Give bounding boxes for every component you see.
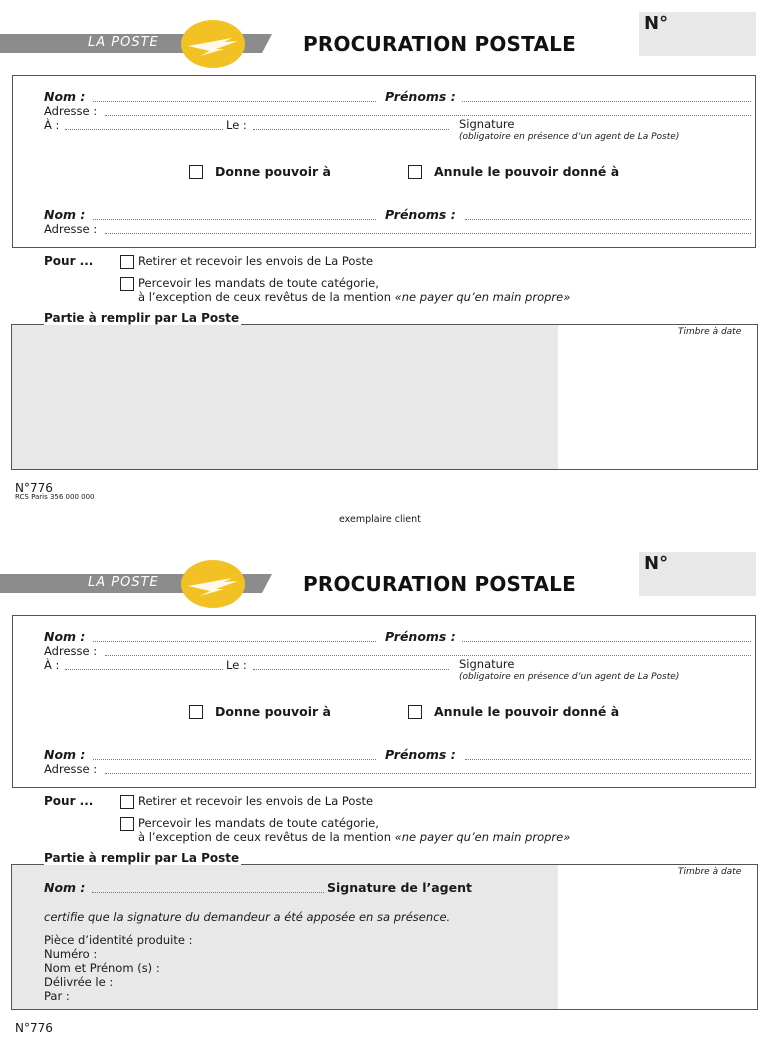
post-section-title: Partie à remplir par La Poste bbox=[44, 851, 240, 865]
post-office-panel bbox=[11, 864, 758, 1010]
applicant-nom-label: Nom : bbox=[44, 629, 86, 644]
percevoir-label-line2 bbox=[138, 290, 570, 304]
procuration-form-client bbox=[0, 0, 768, 525]
applicant-a-label: À : bbox=[44, 118, 60, 132]
percevoir-text: à l’exception de ceux revêtus de la mention bbox=[138, 290, 395, 304]
mandatary-adresse-field[interactable] bbox=[105, 233, 751, 234]
donne-pouvoir-label: Donne pouvoir à bbox=[215, 164, 331, 179]
mandatary-prenoms-field[interactable] bbox=[465, 219, 751, 220]
retirer-label: Retirer et recevoir les envois de La Poste bbox=[138, 254, 374, 268]
la-poste-bird-logo-icon bbox=[180, 19, 246, 69]
post-section-title: Partie à remplir par La Poste bbox=[44, 311, 240, 325]
percevoir-label-line1: Percevoir les mandats de toute catégorie, bbox=[138, 276, 379, 290]
annule-pouvoir-label: Annule le pouvoir donné à bbox=[434, 164, 620, 179]
applicant-le-label: Le : bbox=[226, 658, 247, 672]
brand-name: LA POSTE bbox=[88, 35, 159, 50]
signature-label: Signature bbox=[459, 117, 515, 131]
signature-note: (obligatoire en présence d’un agent de La Poste) bbox=[459, 132, 680, 142]
applicant-nom-field[interactable] bbox=[93, 101, 376, 102]
agent-nom-field[interactable] bbox=[92, 892, 324, 893]
agent-nom-label: Nom : bbox=[44, 880, 86, 895]
percevoir-text: à l’exception de ceux revêtus de la mention bbox=[138, 830, 395, 844]
applicant-le-label: Le : bbox=[226, 118, 247, 132]
applicant-prenoms-label: Prénoms : bbox=[385, 89, 456, 104]
applicant-a-label: À : bbox=[44, 658, 60, 672]
applicant-adresse-field[interactable] bbox=[105, 115, 751, 116]
applicant-box bbox=[12, 615, 756, 788]
applicant-nom-label: Nom : bbox=[44, 89, 86, 104]
signature-note: (obligatoire en présence d’un agent de La Poste) bbox=[459, 672, 680, 682]
mandatary-nom-field[interactable] bbox=[93, 759, 376, 760]
applicant-prenoms-label: Prénoms : bbox=[385, 629, 456, 644]
mandatary-prenoms-field[interactable] bbox=[465, 759, 751, 760]
retirer-checkbox[interactable] bbox=[120, 795, 134, 809]
donne-pouvoir-checkbox[interactable] bbox=[189, 705, 203, 719]
pour-label: Pour ... bbox=[44, 794, 94, 808]
mandatary-nom-label: Nom : bbox=[44, 207, 86, 222]
applicant-adresse-label: Adresse : bbox=[44, 644, 98, 658]
timbre-label: Timbre à date bbox=[678, 327, 742, 337]
applicant-le-field[interactable] bbox=[253, 129, 449, 130]
mandatary-prenoms-label: Prénoms : bbox=[385, 207, 456, 222]
agent-signature-label: Signature de l’agent bbox=[327, 880, 472, 895]
mandatary-nom-label: Nom : bbox=[44, 747, 86, 762]
form-number-label: N° bbox=[644, 13, 669, 34]
pour-label: Pour ... bbox=[44, 254, 94, 268]
piece-identite-label: Pièce d’identité produite : bbox=[44, 933, 193, 947]
applicant-prenoms-field[interactable] bbox=[462, 641, 751, 642]
signature-label: Signature bbox=[459, 657, 515, 671]
donne-pouvoir-label: Donne pouvoir à bbox=[215, 704, 331, 719]
mandatary-adresse-label: Adresse : bbox=[44, 222, 98, 236]
percevoir-checkbox[interactable] bbox=[120, 817, 134, 831]
applicant-adresse-label: Adresse : bbox=[44, 104, 98, 118]
timbre-label: Timbre à date bbox=[678, 867, 742, 877]
percevoir-checkbox[interactable] bbox=[120, 277, 134, 291]
certifie-text: certifie que la signature du demandeur a été apposée en sa présence. bbox=[44, 910, 451, 924]
applicant-adresse-field[interactable] bbox=[105, 655, 751, 656]
mandatary-adresse-label: Adresse : bbox=[44, 762, 98, 776]
applicant-box bbox=[12, 75, 756, 248]
mandatary-adresse-field[interactable] bbox=[105, 773, 751, 774]
copy-label: exemplaire client bbox=[339, 514, 421, 525]
la-poste-bird-logo-icon bbox=[180, 559, 246, 609]
nom-prenom-label: Nom et Prénom (s) : bbox=[44, 961, 160, 975]
form-code: N°776 bbox=[15, 1021, 53, 1035]
brand-name: LA POSTE bbox=[88, 575, 159, 590]
applicant-a-field[interactable] bbox=[65, 669, 223, 670]
donne-pouvoir-checkbox[interactable] bbox=[189, 165, 203, 179]
mention-italic: «ne payer qu’en main propre» bbox=[394, 830, 571, 844]
annule-pouvoir-checkbox[interactable] bbox=[408, 705, 422, 719]
applicant-nom-field[interactable] bbox=[93, 641, 376, 642]
form-code: N°776 bbox=[15, 481, 53, 495]
applicant-prenoms-field[interactable] bbox=[462, 101, 751, 102]
percevoir-label-line2 bbox=[138, 830, 570, 844]
mention-italic: «ne payer qu’en main propre» bbox=[394, 290, 571, 304]
numero-label: Numéro : bbox=[44, 947, 98, 961]
par-label: Par : bbox=[44, 989, 70, 1003]
mandatary-nom-field[interactable] bbox=[93, 219, 376, 220]
annule-pouvoir-label: Annule le pouvoir donné à bbox=[434, 704, 620, 719]
percevoir-label-line1: Percevoir les mandats de toute catégorie, bbox=[138, 816, 379, 830]
applicant-a-field[interactable] bbox=[65, 129, 223, 130]
mandatary-prenoms-label: Prénoms : bbox=[385, 747, 456, 762]
form-number-box[interactable] bbox=[639, 552, 756, 596]
retirer-label: Retirer et recevoir les envois de La Poste bbox=[138, 794, 374, 808]
post-office-panel bbox=[11, 324, 758, 470]
post-office-area bbox=[12, 325, 558, 469]
form-number-box[interactable] bbox=[639, 12, 756, 56]
form-title: PROCURATION POSTALE bbox=[303, 32, 576, 56]
annule-pouvoir-checkbox[interactable] bbox=[408, 165, 422, 179]
procuration-form-office bbox=[0, 540, 768, 1060]
applicant-le-field[interactable] bbox=[253, 669, 449, 670]
form-title: PROCURATION POSTALE bbox=[303, 572, 576, 596]
delivree-label: Délivrée le : bbox=[44, 975, 114, 989]
form-number-label: N° bbox=[644, 553, 669, 574]
rcs-number: RCS Paris 356 000 000 bbox=[15, 493, 95, 501]
retirer-checkbox[interactable] bbox=[120, 255, 134, 269]
